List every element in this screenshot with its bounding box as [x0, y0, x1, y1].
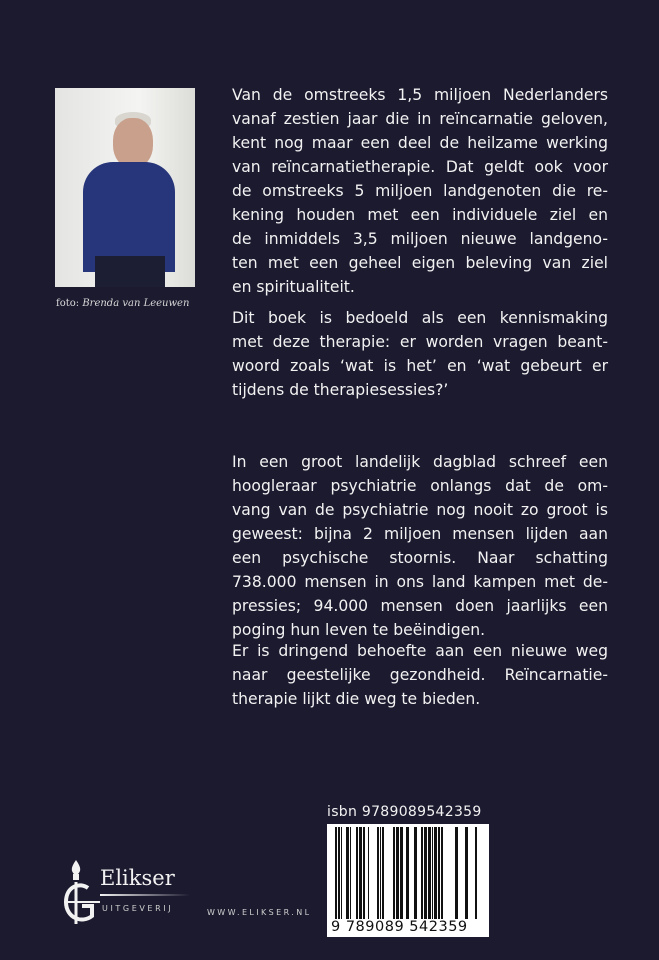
text-line: met deze therapie: er worden vragen beant- — [232, 333, 608, 351]
text-line: de inmiddels 3,5 miljoen nieuwe landgeno- — [232, 230, 608, 248]
paragraph-1 — [232, 83, 608, 299]
author-photo — [55, 88, 195, 287]
barcode-bar — [406, 827, 409, 919]
photo-caption: foto: Brenda van Leeuwen — [56, 298, 190, 309]
paragraph-2 — [232, 306, 608, 402]
text-line: Dit boek is bedoeld als een kennismaking — [232, 309, 608, 327]
text-line: hoogleraar psychiatrie onlangs dat de om- — [232, 477, 608, 495]
barcode-bar — [380, 827, 381, 919]
text-line: en spiritualiteit. — [232, 278, 355, 296]
text-line: kent nog maar een deel de heilzame werking — [232, 134, 608, 152]
barcode-bar — [432, 827, 433, 919]
text-line: woord zoals ‘wat is het’ en ‘wat gebeurt er — [232, 357, 608, 375]
text-line: poging hun leven te beëindigen. — [232, 621, 486, 639]
logo-underline — [100, 894, 190, 896]
barcode-bar — [465, 827, 468, 919]
text-line: geweest: bijna 2 miljoen mensen lijden aan — [232, 525, 608, 543]
barcode-bar — [414, 827, 417, 919]
text-line: 738.000 mensen in ons land kampen met de- — [232, 573, 608, 591]
publisher-logo-icon — [62, 858, 102, 928]
barcode-bar — [382, 827, 384, 919]
barcode-bar — [359, 827, 362, 919]
publisher-url: WWW.ELIKSER.NL — [207, 908, 312, 917]
barcode-bar — [393, 827, 395, 919]
paragraph-4 — [232, 639, 608, 711]
text-line: van reïncarnatietherapie. Dat geldt ook voor — [232, 158, 608, 176]
barcode-bar — [475, 827, 477, 919]
text-line: ten met een geheel eigen beleving van ziel — [232, 254, 608, 272]
text-line: tijdens de therapiesessies?’ — [232, 381, 449, 399]
paragraph-3 — [232, 450, 608, 642]
text-line: In een groot landelijk dagblad schreef een — [232, 453, 608, 471]
publisher-subtitle: UITGEVERIJ — [102, 904, 174, 913]
text-line: therapie lijkt die weg te bieden. — [232, 690, 481, 708]
text-line: Van de omstreeks 1,5 miljoen Nederlanders — [232, 86, 608, 104]
text-line: naar geestelijke gezondheid. Reïncarnatie- — [232, 666, 608, 684]
barcode-bar — [428, 827, 431, 919]
text-line: kening houden met een individuele ziel en — [232, 206, 608, 224]
isbn-label: isbn 9789089542359 — [327, 804, 482, 820]
barcode-bar — [434, 827, 437, 919]
barcode-bar — [438, 827, 440, 919]
barcode-bar — [338, 827, 340, 919]
barcode-bar — [441, 827, 443, 919]
barcode-bar — [356, 827, 358, 919]
text-line: pressies; 94.000 mensen doen jaarlijks een — [232, 597, 608, 615]
text-line: een psychische stoornis. Naar schatting — [232, 549, 608, 567]
text-line: vanaf zestien jaar die in reïncarnatie geloven, — [232, 110, 608, 128]
text-line: vang van de psychiatrie nog nooit zo groot is — [232, 501, 608, 519]
barcode-bar — [350, 827, 351, 919]
barcode — [327, 824, 489, 937]
barcode-bar — [335, 827, 337, 919]
barcode-digits: 9 789089 542359 — [331, 919, 468, 935]
text-line: de omstreeks 5 miljoen landgenoten die re- — [232, 182, 608, 200]
barcode-bar — [363, 827, 365, 919]
barcode-bar — [341, 827, 342, 919]
barcode-bar — [346, 827, 349, 919]
barcode-bar — [396, 827, 399, 919]
barcode-bar — [377, 827, 379, 919]
barcode-bar — [400, 827, 403, 919]
text-line: Er is dringend behoefte aan een nieuwe weg — [232, 642, 608, 660]
barcode-bar — [368, 827, 369, 919]
publisher-name: Elikser — [100, 866, 175, 890]
barcode-bar — [421, 827, 423, 919]
barcode-bar — [424, 827, 427, 919]
barcode-bar — [455, 827, 458, 919]
